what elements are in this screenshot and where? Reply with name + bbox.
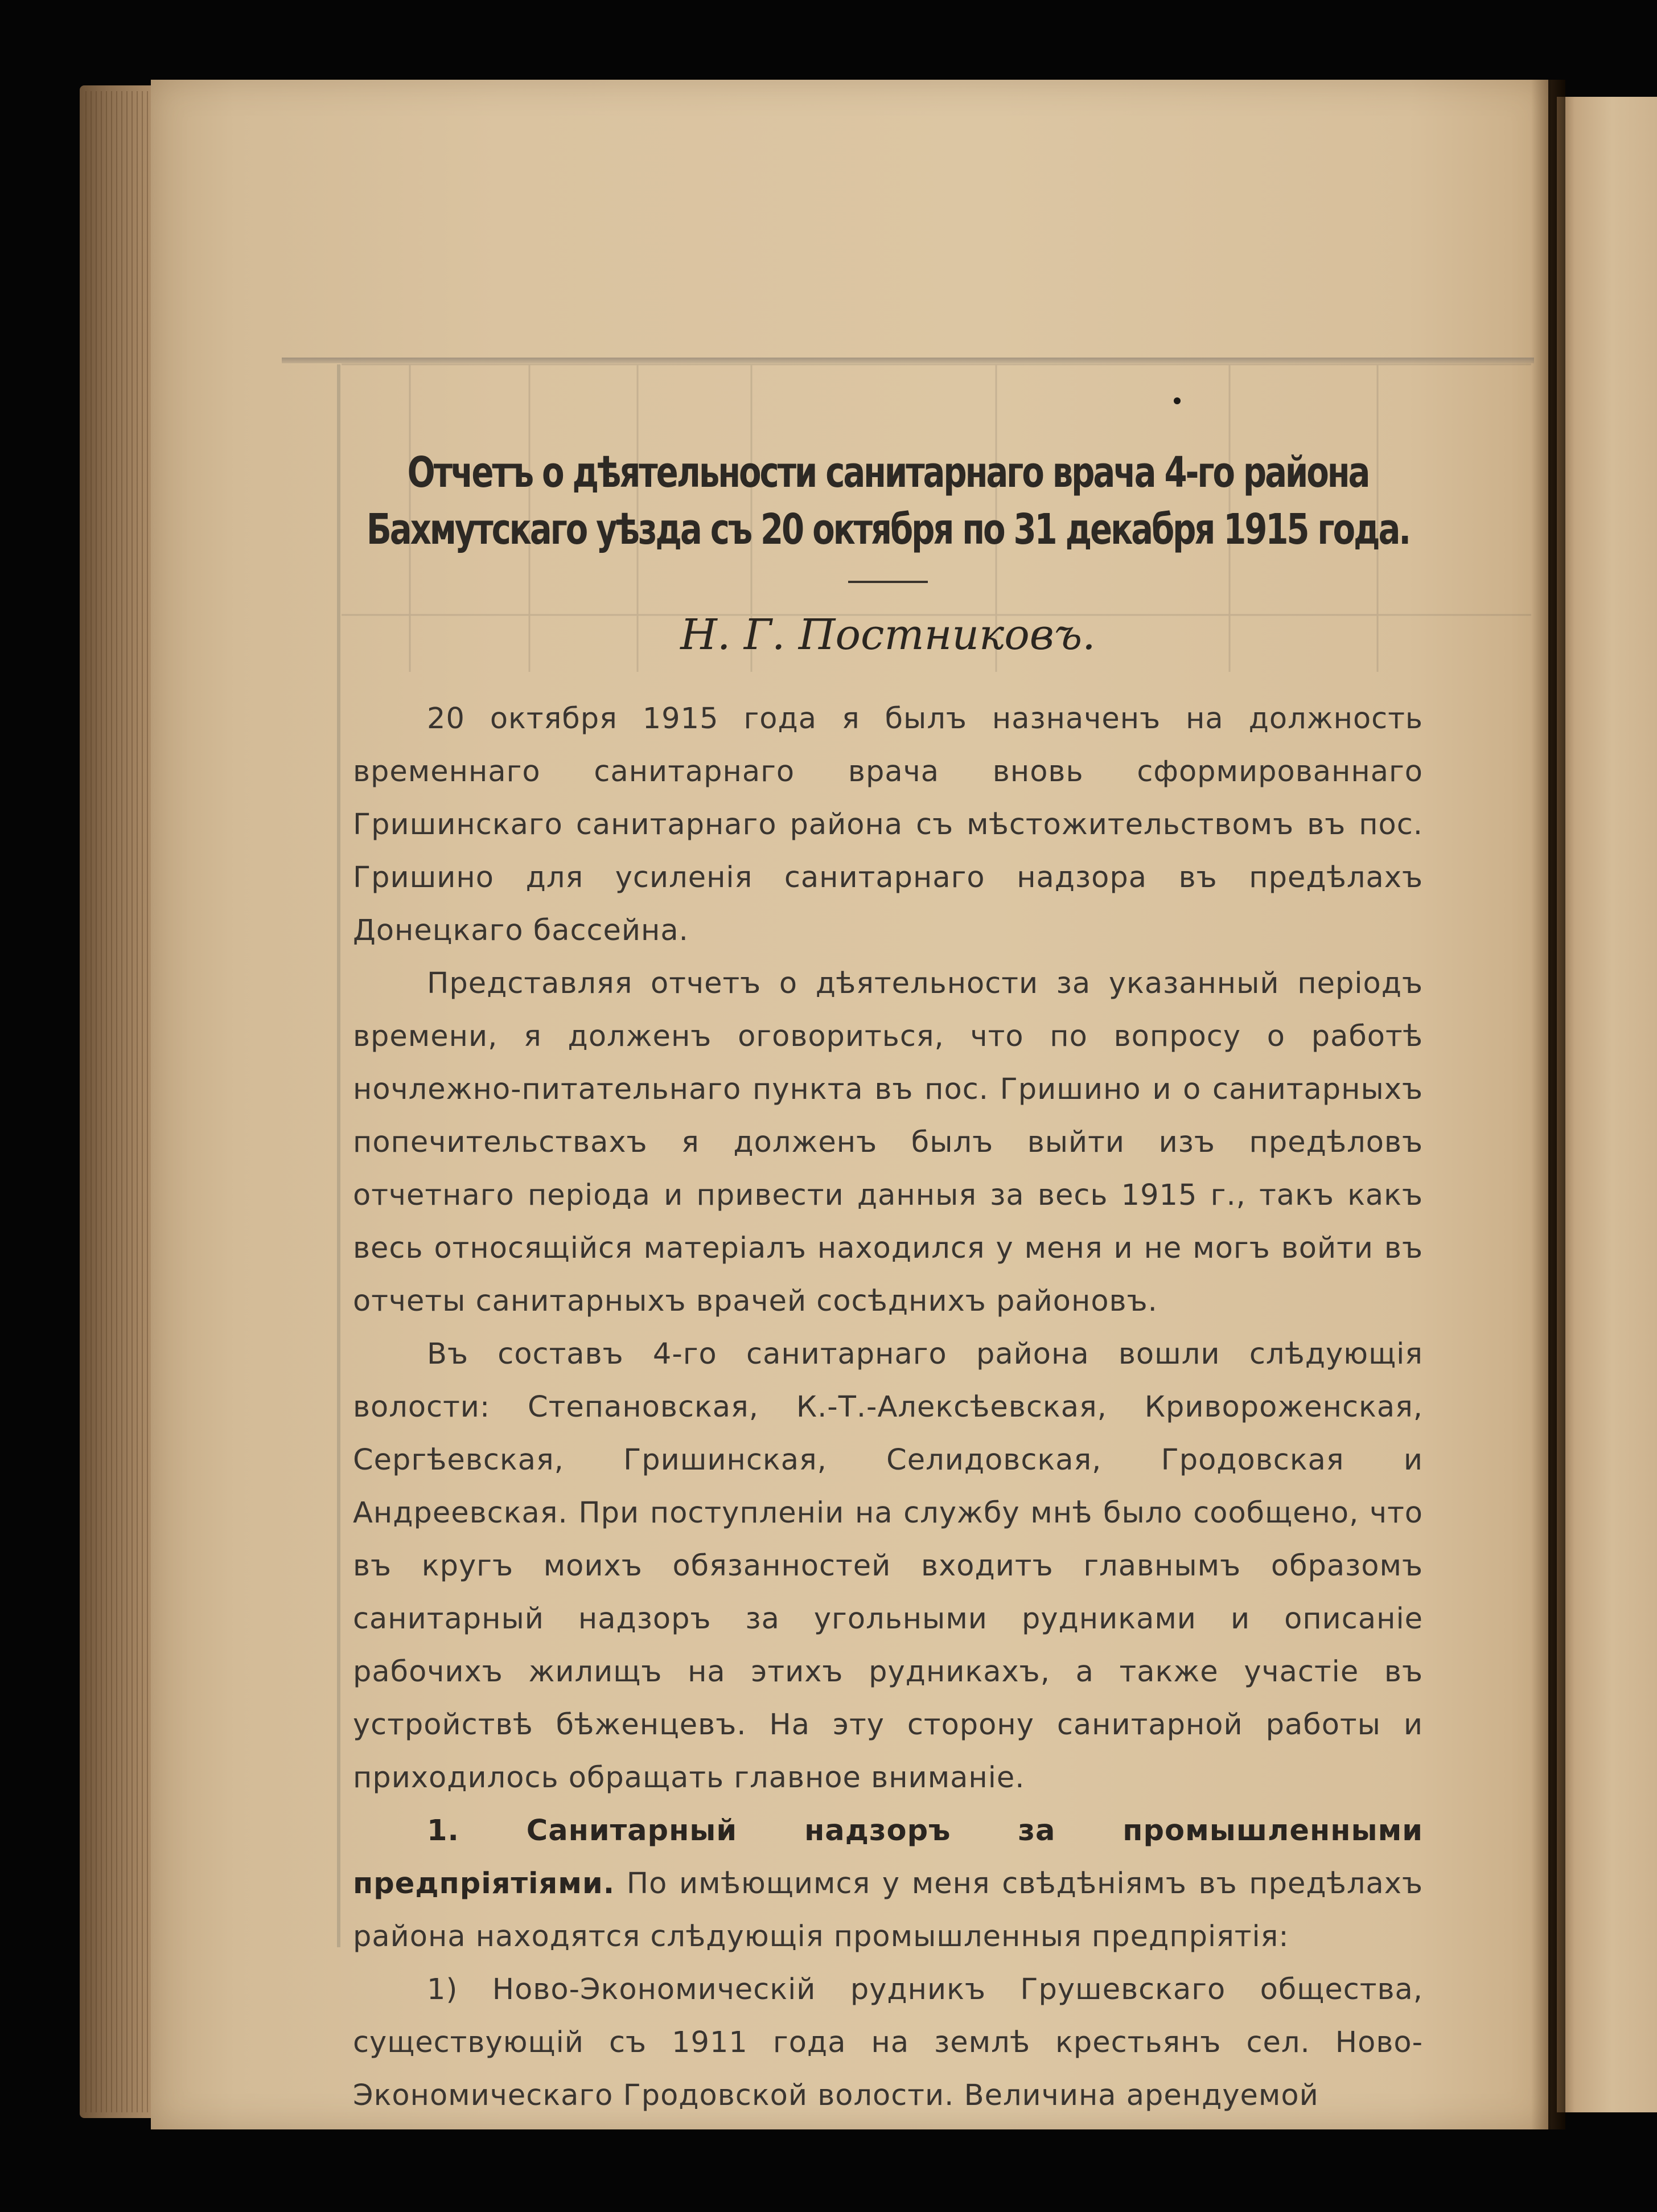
show-through-margin-line: [337, 364, 340, 1947]
paragraph: [353, 957, 1423, 1328]
right-page-edge: [1557, 97, 1657, 2112]
report-body: [353, 692, 1423, 2122]
paragraph: [353, 1804, 1423, 1963]
paragraph: [353, 1328, 1423, 1804]
title-divider: [848, 581, 928, 583]
paragraph-text: 20 октября 1915 года я былъ назначенъ на должность временнаго санитарнаго врача вновь сформированнаго Гришинскаго санитарнаго района съ мѣстожительствомъ въ пос. Гришино для усиленія санитарнаго надзора въ предѣлахъ Донецкаго бассейна.: [353, 702, 1423, 947]
paragraph-text: 1) Ново-Экономическій рудникъ Грушевскаго общества, существующій съ 1911 года на землѣ крестьянъ сел. Ново-Экономическаго Гродовской волости. Величина арендуемой: [353, 1973, 1423, 2112]
ink-dot: [1174, 397, 1181, 404]
paragraph-text: Въ составъ 4-го санитарнаго района вошли слѣдующія волости: Степановская, К.-Т.-Алексѣевская, Кривороженская, Сергѣевская, Гришинская, Селидовская, Гродовская и Андреевская. При поступленіи на службу мнѣ было сообщено, что въ кругъ моихъ обязанностей входитъ главнымъ образомъ санитарный надзоръ за угольными рудниками и описаніе рабочихъ жилищъ на этихъ рудникахъ, а также участіе въ устройствѣ бѣженцевъ. На эту сторону санитарной работы и приходилось обращать главное вниманіе.: [353, 1337, 1423, 1795]
page-gutter: [1531, 80, 1565, 2129]
author-name: Н. Г. Постниковъ.: [680, 610, 1096, 659]
report-title: Отчетъ о дѣятельности санитарнаго врача 4-го района Бахмутскаго уѣзда съ 20 октября по 31 декабря 1915 года.: [366, 448, 1410, 554]
section-heading: 1. Санитарный надзоръ за промышленными предпріятіями.: [353, 1814, 1423, 1901]
paragraph-text: Представляя отчетъ о дѣятельности за указанный періодъ времени, я долженъ оговориться, что по вопросу о работѣ ночлежно-питательнаго пункта въ пос. Гришино и о санитарныхъ попечительствахъ я долженъ былъ выйти изъ предѣловъ отчетнаго періода и привести данныя за весь 1915 г., такъ какъ весь относящійся матеріалъ находился у меня и не могъ войти въ отчеты санитарныхъ врачей сосѣднихъ районовъ.: [353, 967, 1423, 1318]
show-through-rule: [282, 358, 1534, 363]
paragraph-text: По имѣющимся у меня свѣдѣніямъ въ предѣлахъ района находятся слѣдующія промышленныя предпріятія:: [353, 1867, 1423, 1954]
page-content: [353, 444, 1423, 2122]
paragraph: [353, 692, 1423, 957]
paragraph: [353, 1963, 1423, 2122]
